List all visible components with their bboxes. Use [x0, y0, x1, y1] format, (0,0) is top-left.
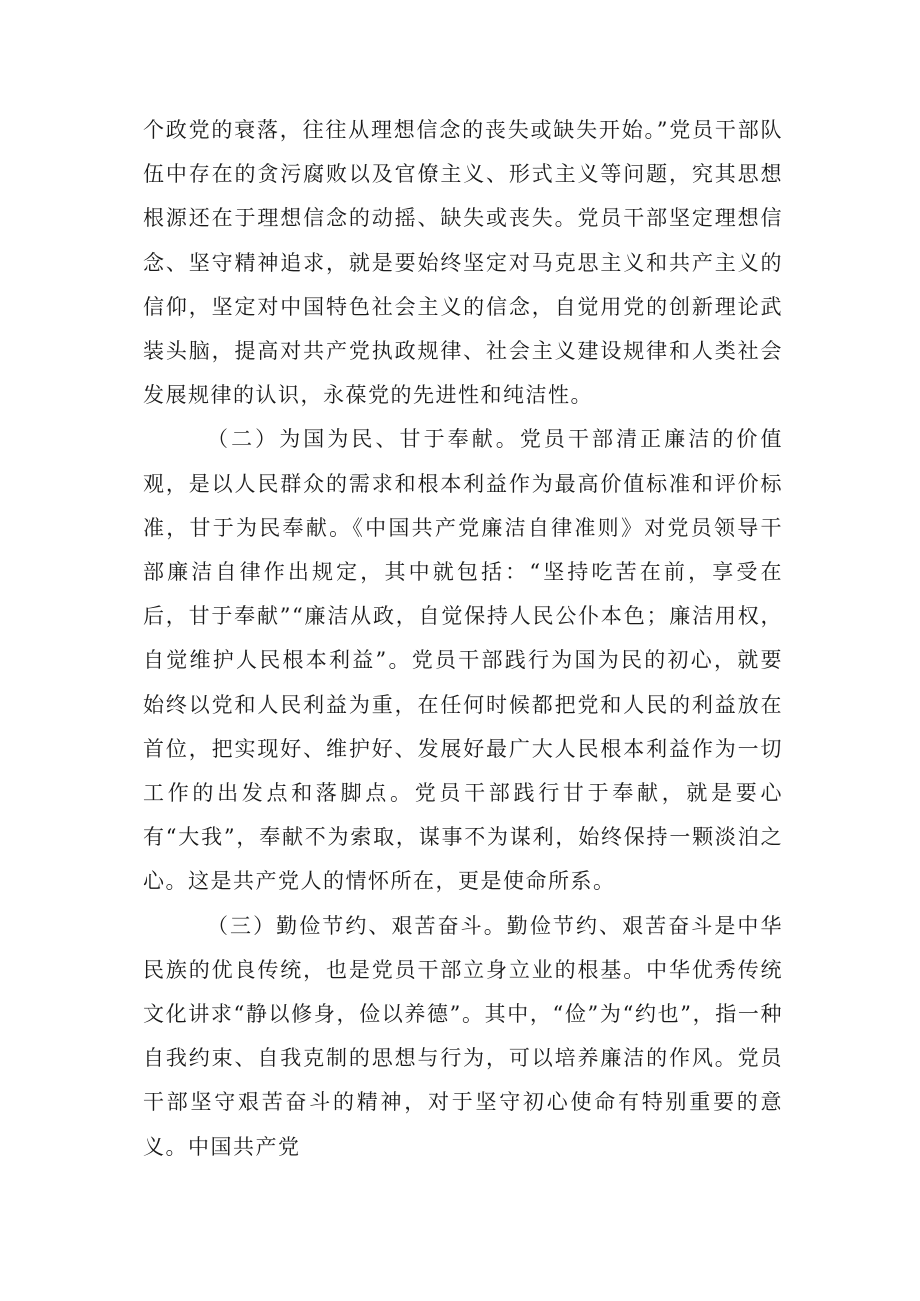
- paragraph-section-two: （二）为国为民、甘于奉献。党员干部清正廉洁的价值观，是以人民群众的需求和根本利益作为最高价值标准和评价标准，甘于为民奉献。《中国共产党廉洁自律准则》对党员领导干部廉洁自律作出规定，其中就包括：“坚持吃苦在前，享受在后，甘于奉献”“廉洁从政，自觉保持人民公仆本色；廉洁用权，自觉维护人民根本利益”。党员干部践行为国为民的初心，就要始终以党和人民利益为重，在任何时候都把党和人民的利益放在首位，把实现好、维护好、发展好最广大人民根本利益作为一切工作的出发点和落脚点。党员干部践行甘于奉献，就是要心有“大我”，奉献不为索取，谋事不为谋利，始终保持一颗淡泊之心。这是共产党人的情怀所在，更是使命所系。: [143, 427, 783, 894]
- paragraph-continuation: 个政党的衰落，往往从理想信念的丧失或缺失开始。”党员干部队伍中存在的贪污腐败以及官僚主义、形式主义等问题，究其思想根源还在于理想信念的动摇、缺失或丧失。党员干部坚定理想信念、坚守精神追求，就是要始终坚定对马克思主义和共产主义的信仰，坚定对中国特色社会主义的信念，自觉用党的创新理论武装头脑，提高对共产党执政规律、社会主义建设规律和人类社会发展规律的认识，永葆党的先进性和纯洁性。: [143, 118, 783, 408]
- paragraph-section-three: （三）勤俭节约、艰苦奋斗。勤俭节约、艰苦奋斗是中华民族的优良传统，也是党员干部立身立业的根基。中华优秀传统文化讲求“静以修身，俭以养德”。其中，“俭”为“约也”，指一种自我约束、自我克制的思想与行为，可以培养廉洁的作风。党员干部坚守艰苦奋斗的精神，对于坚守初心使命有特别重要的意义。中国共产党: [143, 913, 783, 1159]
- body-text: [143, 108, 783, 1169]
